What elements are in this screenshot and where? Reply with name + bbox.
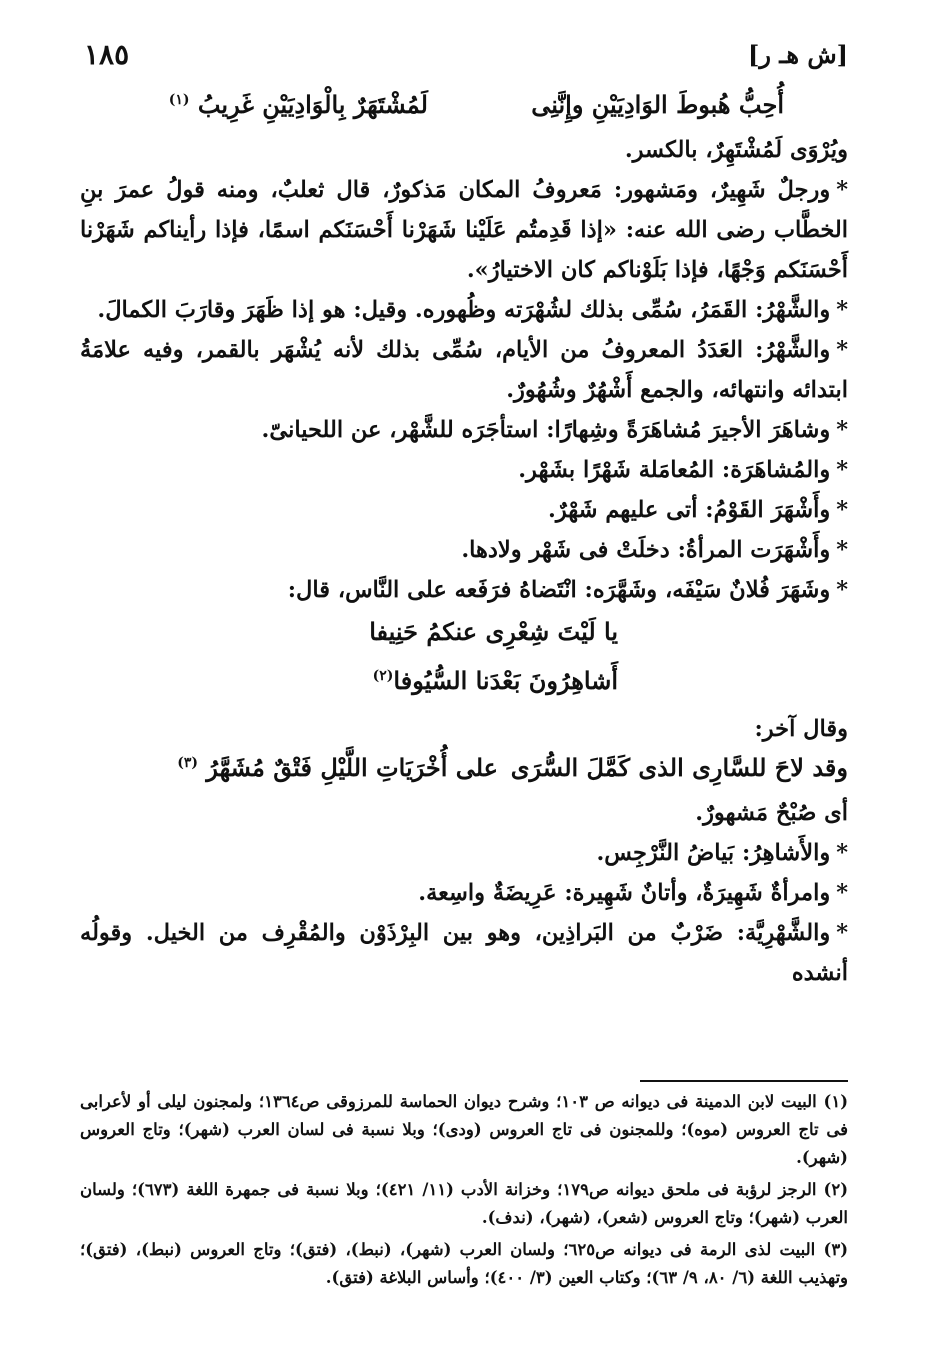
entry-text: وشاهَرَ الأجيرَ مُشاهَرَةً وشِهارًا: استأجَرَه للشَّهْر، عن اللحيانىّ.: [261, 417, 831, 443]
verse-1: [80, 86, 848, 130]
footnote-ref-2: (٢): [372, 668, 394, 684]
root-label: [ش هـ ر]: [748, 40, 848, 69]
entry-shahr-qamar: [80, 290, 848, 330]
entry-text: وأَشْهَرَ القَوْمُ: أتى عليهم شَهْرٌ.: [548, 497, 831, 523]
entry-mushahara: [80, 450, 848, 490]
entry-star: *: [836, 880, 848, 906]
footnote-1: (١) البيت لابن الدمينة فى ديوانه ص ١٠٣؛ وشرح ديوان الحماسة للمرزوقى ص١٣٦٤؛ ولمجنون ليلى أو لأعرابى فى تاج العروس (موه)؛ وللمجنون فى تاج العروس (ودى)؛ وبلا نسبة فى لسان العرب (شهر)؛ وتاج العروس (شهر).: [80, 1092, 849, 1167]
entry-star: *: [836, 297, 848, 323]
entry-shahr-adad: [80, 330, 848, 410]
verse-3-hemistich-2: [177, 753, 498, 782]
verse-3-hemistich-2-text: على أُخْرَيَاتِ اللَّيْلِ فَتْقٌ مُشَهَّرُ: [206, 753, 498, 782]
entry-text: والمُشاهَرَة: المُعامَلة شَهْرًا بشَهْر.: [518, 457, 831, 483]
page-number: ١٨٥: [84, 38, 130, 71]
entry-text: والشَّهْرِيَّة: ضَرْبٌ من البَراذِين، وهو بين البِرْذَوْن والمُقْرِف من الخيل. وقولُه أنشده: [80, 920, 848, 986]
entry-star: *: [836, 920, 848, 946]
footnote-divider: [640, 1080, 848, 1082]
verse-1-hemistich-2-text: لَمُشْتَهَرٌ بِالْوَادِيَيْنِ غَرِيبُ: [197, 90, 428, 119]
rajaz-line-1: يا لَيْتَ شِعْرِى عنكمُ حَنِيفا: [369, 617, 618, 646]
entry-star: *: [836, 337, 848, 363]
paragraph-1: ويُرْوَى لَمُشْتَهِرٌ، بالكسر.: [624, 137, 848, 163]
entry-imraa-shahira: [80, 873, 848, 913]
footnote-2: (٢) الرجز لرؤبة فى ملحق ديوانه ص١٧٩؛ وخزانة الأدب (١١/ ٤٢١)؛ وبلا نسبة فى جمهرة اللغة (٦٧٣)؛ ولسان العرب (شهر)؛ وتاج العروس (شعر)، (شهر)، (ندف).: [80, 1180, 848, 1227]
entry-text: وأَشْهَرَت المرأةُ: دخلَتْ فى شَهْر ولادها.: [461, 537, 831, 563]
entry-ashhara-qawm: [80, 490, 848, 530]
verse-1-hemistich-1: أُحِبُّ هُبوطَ الوَادِيَيْنِ وإِنَّنِى: [531, 90, 784, 119]
entry-text: والأَشاهِرُ: بَياضُ النَّرْجِس.: [596, 840, 831, 866]
entry-ashharat-mara: [80, 530, 848, 570]
entry-rajul-shahir: [80, 170, 848, 290]
entry-star: *: [836, 840, 848, 866]
entry-ashahir: [80, 833, 848, 873]
entry-star: *: [836, 537, 848, 563]
footnotes: [80, 1088, 848, 1296]
entry-text: ورجلٌ شَهِيرٌ، ومَشهور: مَعروفُ المكان مَذكورٌ، قال ثعلبٌ، ومنه قولُ عمرَ بنِ الخطَّاب رضى الله عنه: «إذا قَدِمتُم عَلَيْنا شَهَرْنا أَحْسَنَكم اسمًا، فإذا رأيناكم شَهَرْنا أَحْسَنَكم وَجْهًا، فإذا بَلَوْناكم كان الاختيارُ».: [80, 177, 848, 283]
entry-shahriyya: [80, 913, 848, 993]
footnote-3: (٣) البيت لذى الرمة فى ديوانه ص٦٢٥؛ ولسان العرب (شهر)، (نبط)، (فتق)؛ وتاج العروس (نبط)، (فتق)؛ وتهذيب اللغة (٦/ ٨٠، ٩/ ٦٣)؛ وكتاب العين (٣/ ٤٠٠)؛ وأساس البلاغة (فتق).: [80, 1240, 849, 1287]
entry-text: وامرأةٌ شَهِيرَةٌ، وأتانٌ شَهِيرة: عَرِيضَةٌ واسِعة.: [418, 880, 831, 906]
rajaz-line-2-text: أَشاهِرُونَ بَعْدَنا السُّيُوفا: [393, 666, 618, 695]
entry-star: *: [836, 417, 848, 443]
entry-text: والشَّهْرُ: القَمَرُ، سُمِّى بذلك لشُهْرَته وظُهوره. وقيل: هو إذا ظَهَرَ وقارَبَ الكمالَ.: [97, 297, 831, 323]
footnote-ref-3: (٣): [177, 755, 198, 771]
entry-star: *: [836, 177, 848, 203]
page-header: [84, 38, 848, 78]
entry-text: والشَّهْرُ: العَدَدُ المعروفُ من الأيام، سُمِّى بذلك لأنه يُشْهَر بالقمر، وفيه علامَةُ ابتدائه وانتهائه، والجمع أَشْهُرٌ وشُهُورٌ.: [80, 337, 848, 403]
entry-star: *: [836, 497, 848, 523]
entry-star: *: [836, 577, 848, 603]
paragraph-qala-akhar: وقال آخر:: [754, 716, 848, 742]
entry-text: وشَهَرَ فُلانٌ سَيْفَه، وشَهَّرَه: انْتَضاهُ فرَفَعه على النَّاس، قال:: [287, 577, 831, 603]
paragraph-subh: أى صُبْحٌ مَشهورٌ.: [695, 800, 848, 826]
verse-1-hemistich-2: [169, 90, 428, 119]
entry-star: *: [836, 457, 848, 483]
verse-3-hemistich-1: وقد لاحَ للسَّارِى الذى كَمَّلَ السُّرَى: [510, 753, 848, 782]
verse-3: [80, 749, 848, 793]
footnote-ref-1: (١): [168, 92, 190, 108]
main-text: [80, 86, 848, 993]
entry-shahara-ajir: [80, 410, 848, 450]
entry-shahara-sayf: [80, 570, 848, 610]
rajaz-line-2: [80, 654, 848, 703]
